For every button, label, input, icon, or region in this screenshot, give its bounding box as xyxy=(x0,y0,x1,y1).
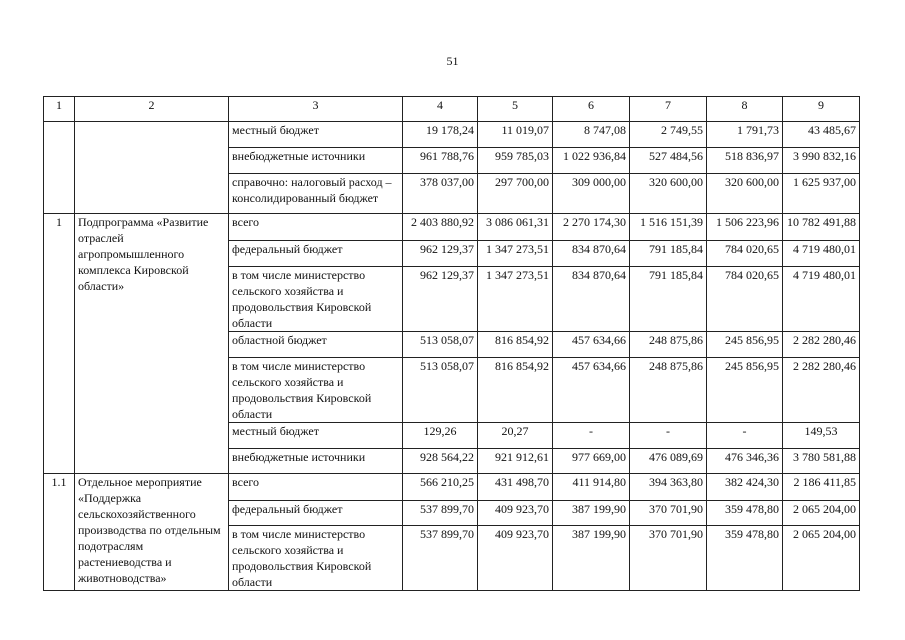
value-cell: 10 782 491,88 xyxy=(783,214,860,241)
funding-source: в том числе министерство сельского хозяйства и продовольствия Кировской области xyxy=(229,267,403,332)
value-cell: 245 856,95 xyxy=(707,332,783,358)
funding-source: федеральный бюджет xyxy=(229,501,403,526)
value-cell: 2 282 280,46 xyxy=(783,332,860,358)
value-cell: 3 780 581,88 xyxy=(783,449,860,474)
value-cell: 1 791,73 xyxy=(707,122,783,148)
col-header: 9 xyxy=(783,97,860,122)
value-cell: 457 634,66 xyxy=(553,332,630,358)
value-cell: 537 899,70 xyxy=(403,526,478,591)
col-header: 3 xyxy=(229,97,403,122)
value-cell: 791 185,84 xyxy=(630,267,707,332)
value-cell: 834 870,64 xyxy=(553,241,630,267)
value-cell: 19 178,24 xyxy=(403,122,478,148)
value-cell: 921 912,61 xyxy=(478,449,553,474)
value-cell: 962 129,37 xyxy=(403,241,478,267)
value-cell: 370 701,90 xyxy=(630,501,707,526)
row-name xyxy=(75,122,229,214)
value-cell: 476 089,69 xyxy=(630,449,707,474)
col-header: 4 xyxy=(403,97,478,122)
col-header: 7 xyxy=(630,97,707,122)
value-cell: 2 403 880,92 xyxy=(403,214,478,241)
funding-source: в том числе министерство сельского хозяйства и продовольствия Кировской области xyxy=(229,526,403,591)
value-cell: - xyxy=(707,423,783,449)
funding-source: справочно: налоговый расход – консолидированный бюджет xyxy=(229,174,403,214)
value-cell: 43 485,67 xyxy=(783,122,860,148)
value-cell: 3 990 832,16 xyxy=(783,148,860,174)
funding-source: всего xyxy=(229,474,403,501)
funding-source: внебюджетные источники xyxy=(229,449,403,474)
row-index: 1.1 xyxy=(44,474,75,591)
value-cell: 518 836,97 xyxy=(707,148,783,174)
value-cell: 834 870,64 xyxy=(553,267,630,332)
value-cell: 784 020,65 xyxy=(707,267,783,332)
page-number: 51 xyxy=(446,54,459,68)
value-cell: 816 854,92 xyxy=(478,332,553,358)
value-cell: 816 854,92 xyxy=(478,358,553,423)
value-cell: 8 747,08 xyxy=(553,122,630,148)
value-cell: 959 785,03 xyxy=(478,148,553,174)
value-cell: 359 478,80 xyxy=(707,501,783,526)
value-cell: 248 875,86 xyxy=(630,332,707,358)
value-cell: 4 719 480,01 xyxy=(783,267,860,332)
header-row xyxy=(44,97,860,122)
value-cell: 1 347 273,51 xyxy=(478,241,553,267)
value-cell: 382 424,30 xyxy=(707,474,783,501)
value-cell: 3 086 061,31 xyxy=(478,214,553,241)
funding-source: местный бюджет xyxy=(229,423,403,449)
value-cell: 961 788,76 xyxy=(403,148,478,174)
budget-table xyxy=(43,96,860,591)
measure-name: Отдельное мероприятие «Поддержка сельскохозяйственного производства по отдельным подотраслям растениеводства и животноводства» xyxy=(75,474,229,591)
value-cell: 527 484,56 xyxy=(630,148,707,174)
table-row xyxy=(44,122,860,148)
value-cell: 359 478,80 xyxy=(707,526,783,591)
value-cell: 129,26 xyxy=(403,423,478,449)
funding-source: федеральный бюджет xyxy=(229,241,403,267)
value-cell: 20,27 xyxy=(478,423,553,449)
table-row xyxy=(44,214,860,241)
value-cell: - xyxy=(553,423,630,449)
value-cell: 2 065 204,00 xyxy=(783,501,860,526)
value-cell: 2 282 280,46 xyxy=(783,358,860,423)
funding-source: местный бюджет xyxy=(229,122,403,148)
value-cell: 2 749,55 xyxy=(630,122,707,148)
value-cell: 513 058,07 xyxy=(403,332,478,358)
value-cell: 431 498,70 xyxy=(478,474,553,501)
value-cell: 962 129,37 xyxy=(403,267,478,332)
value-cell: 977 669,00 xyxy=(553,449,630,474)
value-cell: 1 347 273,51 xyxy=(478,267,553,332)
value-cell: 378 037,00 xyxy=(403,174,478,214)
value-cell: 320 600,00 xyxy=(707,174,783,214)
value-cell: 409 923,70 xyxy=(478,501,553,526)
col-header: 5 xyxy=(478,97,553,122)
value-cell: 387 199,90 xyxy=(553,526,630,591)
value-cell: 513 058,07 xyxy=(403,358,478,423)
value-cell: 409 923,70 xyxy=(478,526,553,591)
funding-source: областной бюджет xyxy=(229,332,403,358)
value-cell: 309 000,00 xyxy=(553,174,630,214)
value-cell: 297 700,00 xyxy=(478,174,553,214)
col-header: 1 xyxy=(44,97,75,122)
row-index xyxy=(44,122,75,214)
value-cell: 1 516 151,39 xyxy=(630,214,707,241)
col-header: 2 xyxy=(75,97,229,122)
value-cell: 4 719 480,01 xyxy=(783,241,860,267)
value-cell: 784 020,65 xyxy=(707,241,783,267)
value-cell: 2 270 174,30 xyxy=(553,214,630,241)
value-cell: 1 625 937,00 xyxy=(783,174,860,214)
value-cell: 537 899,70 xyxy=(403,501,478,526)
col-header: 8 xyxy=(707,97,783,122)
value-cell: 457 634,66 xyxy=(553,358,630,423)
col-header: 6 xyxy=(553,97,630,122)
value-cell: 411 914,80 xyxy=(553,474,630,501)
value-cell: 394 363,80 xyxy=(630,474,707,501)
value-cell: 476 346,36 xyxy=(707,449,783,474)
value-cell: 370 701,90 xyxy=(630,526,707,591)
value-cell: 248 875,86 xyxy=(630,358,707,423)
value-cell: 1 506 223,96 xyxy=(707,214,783,241)
value-cell: 245 856,95 xyxy=(707,358,783,423)
value-cell: 387 199,90 xyxy=(553,501,630,526)
value-cell: 566 210,25 xyxy=(403,474,478,501)
value-cell: 11 019,07 xyxy=(478,122,553,148)
value-cell: 2 065 204,00 xyxy=(783,526,860,591)
value-cell: 149,53 xyxy=(783,423,860,449)
funding-source: всего xyxy=(229,214,403,241)
value-cell: 2 186 411,85 xyxy=(783,474,860,501)
value-cell: 928 564,22 xyxy=(403,449,478,474)
value-cell: 320 600,00 xyxy=(630,174,707,214)
value-cell: - xyxy=(630,423,707,449)
funding-source: внебюджетные источники xyxy=(229,148,403,174)
funding-source: в том числе министерство сельского хозяйства и продовольствия Кировской области xyxy=(229,358,403,423)
subprogram-name: Подпрограмма «Развитие отраслей агропромышленного комплекса Кировской области» xyxy=(75,214,229,474)
value-cell: 791 185,84 xyxy=(630,241,707,267)
row-index: 1 xyxy=(44,214,75,474)
table-row xyxy=(44,474,860,501)
value-cell: 1 022 936,84 xyxy=(553,148,630,174)
